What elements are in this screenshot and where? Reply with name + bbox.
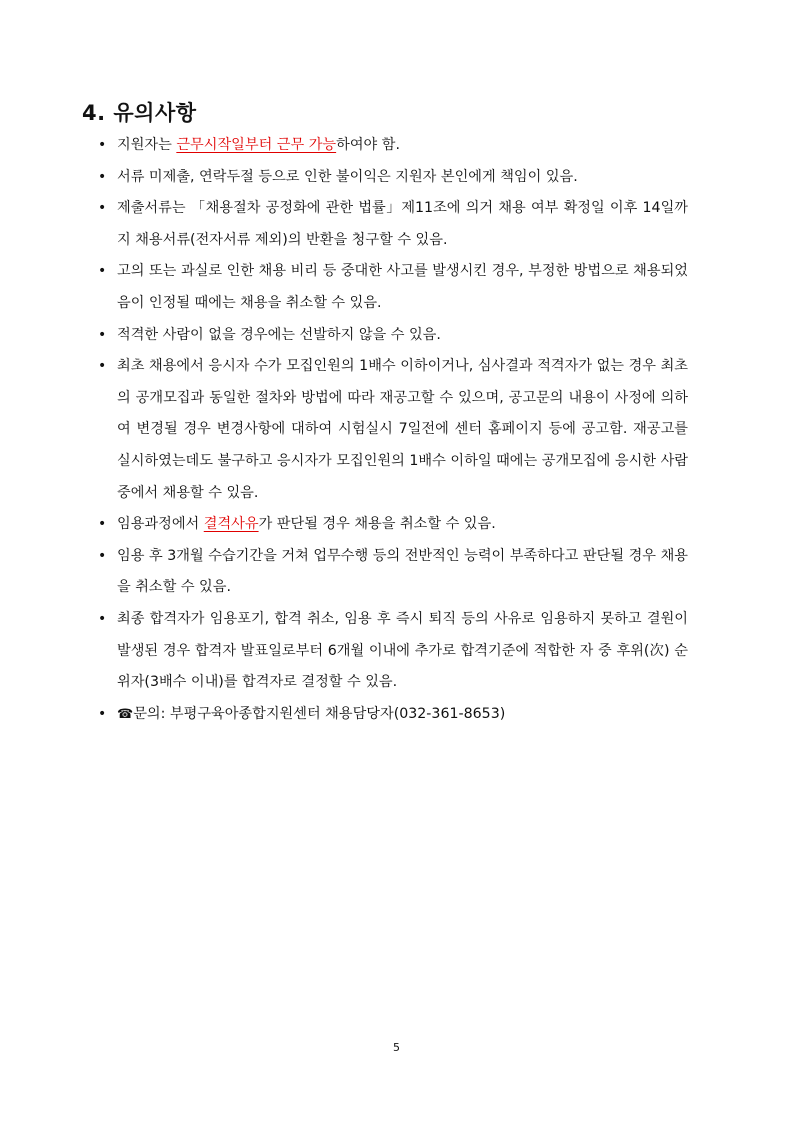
notes-list [98,130,688,730]
note-item [98,162,688,194]
note-item [98,509,688,541]
contact-item [98,699,688,731]
note-text-tail: 하여야 함. [336,137,400,153]
note-item [98,541,688,604]
page-number: 5 [393,1041,400,1054]
note-item [98,320,688,352]
note-item [98,604,688,699]
telephone-icon: ☎ [117,706,134,722]
note-text: 고의 또는 과실로 인한 채용 비리 등 중대한 사고를 발생시킨 경우, 부정한 방법으로 채용되었음이 인정될 때에는 채용을 취소할 수 있음. [117,263,688,311]
note-item [98,193,688,256]
note-text: 최초 채용에서 응시자 수가 모집인원의 1배수 이하이거나, 심사결과 적격자가 없는 경우 최초의 공개모집과 동일한 절차와 방법에 따라 재공고할 수 있으며, 공고문의 내용이 사정에 의하여 변경될 경우 변경사항에 대하여 시험실시 7일전에 센터 홈페이지 등에 공고함. 재공고를 실시하였는데도 불구하고 응시자가 모집인원의 1배수 이하일 때에는 공개모집에 응시한 사람 중에서 채용할 수 있음. [117,358,688,501]
note-text: 제출서류는 「채용절차 공정화에 관한 법률」제11조에 의거 채용 여부 확정일 이후 14일까지 채용서류(전자서류 제외)의 반환을 청구할 수 있음. [117,200,688,248]
note-text: 적격한 사람이 없을 경우에는 선발하지 않을 수 있음. [117,326,441,343]
note-text: 최종 합격자가 임용포기, 합격 취소, 임용 후 즉시 퇴직 등의 사유로 임용하지 못하고 결원이 발생된 경우 합격자 발표일로부터 6개월 이내에 추가로 합격기준에 적합한 자 중 후위(次) 순위자(3배수 이내)를 합격자로 결정할 수 있음. [117,610,688,691]
note-text: 임용과정에서 [117,516,204,533]
note-text-tail: 가 판단될 경우 채용을 취소할 수 있음. [258,516,496,533]
bullet-icon: • [98,263,107,280]
bullet-icon: • [98,516,107,533]
bullet-icon: • [98,137,107,153]
contact-text: 문의: 부평구육아종합지원센터 채용담당자(032-361-8653) [133,705,506,722]
note-text: 지원자는 [117,137,177,153]
note-text: 서류 미제출, 연락두절 등으로 인한 불이익은 지원자 본인에게 책임이 있음. [117,168,578,185]
bullet-icon: • [98,200,107,217]
bullet-icon: • [98,547,107,564]
note-text: 임용 후 3개월 수습기간을 거쳐 업무수행 등의 전반적인 능력이 부족하다고 판단될 경우 채용을 취소할 수 있음. [117,547,688,596]
note-highlight: 근무시작일부터 근무 가능 [176,137,337,153]
bullet-icon: • [98,326,107,343]
bullet-icon: • [98,358,107,375]
note-item [98,351,688,509]
note-item [98,256,688,319]
bullet-icon: • [98,705,107,722]
bullet-icon: • [98,610,107,627]
note-item [98,130,688,162]
section-title: 4. 유의사항 [82,101,197,125]
bullet-icon: • [98,168,107,185]
note-highlight: 결격사유 [203,516,259,533]
